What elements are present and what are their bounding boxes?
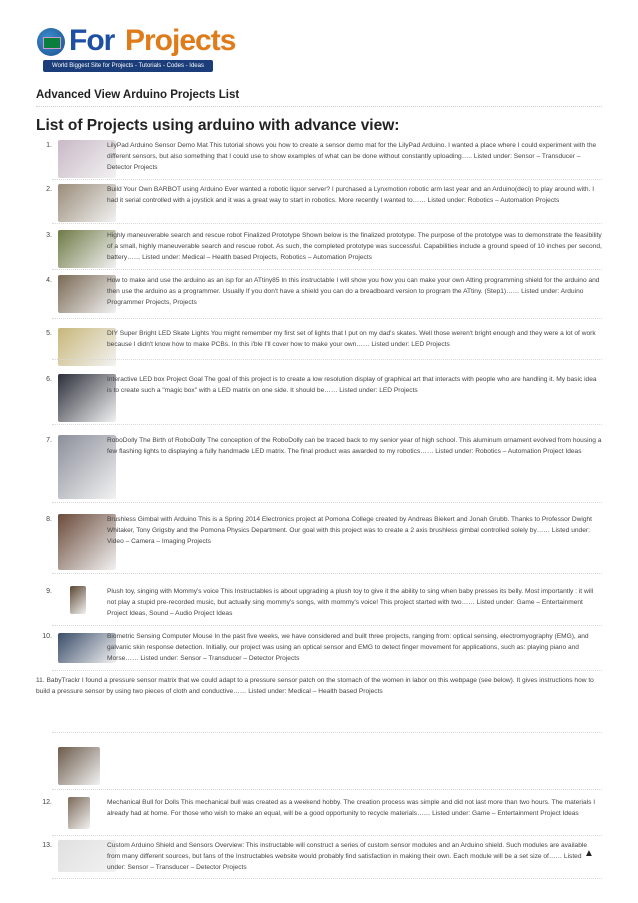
site-logo[interactable] [33, 22, 236, 72]
item-text[interactable]: Highly maneuverable search and rescue robot Finalized Prototype Shown below is the finalized prototype. The purpose of the prototype was to demonstrate the feasibility of a small, highly maneuverable search and rescue robot. As such, the completed prototype was successful. Capabilities include a ground speed of 10 inches per second, battery…… Listed under: Medical – Health based Projects, Robotics – Automation Projects [107, 232, 602, 261]
item-divider [52, 670, 602, 671]
item-text[interactable]: RoboDolly The Birth of RoboDolly The conception of the RoboDolly can be traced back to my senior year of high school. This aluminum ornament evolved from housing a few flashing lights to displaying a fully handmade LED matrix. The final product was awarded to my robotics…… Listed under: Robotics – Automation Project Ideas [107, 437, 602, 455]
project-thumbnail[interactable] [58, 747, 100, 785]
item-divider [52, 502, 602, 503]
item-number: 11. [36, 677, 45, 684]
divider [36, 106, 602, 107]
item-number: 9. [46, 588, 52, 595]
item-divider [52, 269, 602, 270]
item-divider [52, 732, 602, 733]
item-number: 12. [42, 799, 52, 806]
item-number: 10. [42, 633, 52, 640]
item-text[interactable]: How to make and use the arduino as an isp for an ATtiny85 In this instructable I will show you how you can make your own Atting programming shield for the arduino and then use the arduino as a programmer. Usually If you don't have a shield you can do a breadboard version to program the ATtiny. (Step1)…… Listed under: Arduino Programmer Projects, Projects [107, 277, 600, 306]
item-number: 13. [42, 842, 52, 849]
item-text-body: BabyTrackr I found a pressure sensor matrix that we could adapt to a pressure sensor patch on the stomach of the women in labor on this webpage (see below). It gives instructions how to build a pressure sensor by using two pieces of cloth and conductive…… Listed under: Medical – Health based Projects [36, 677, 594, 695]
item-divider [52, 573, 602, 574]
item-divider [52, 424, 602, 425]
item-number: 8. [46, 516, 52, 523]
item-text[interactable]: Biometric Sensing Computer Mouse In the past five weeks, we have considered and built three projects, ranging from: optical sensing, electromyography (EMG), and galvanic skin response detection. Initially, our project was using an optical sensor and EMG to detect finger movement for applications, such as: playing piano and Morse…… Listed under: Sensor – Transducer – Detector Projects [107, 633, 589, 662]
item-divider [52, 223, 602, 224]
item-text[interactable]: Build Your Own BARBOT using Arduino Ever wanted a robotic liquor server? I purchased a Lynxmotion robotic arm last year and an Arduino(deci) to play around with. I had it serial controlled with a joystick and it was a great way to start in robotics. More recently I wanted to…… Listed under: Robotics – Automation Projects [107, 186, 595, 204]
item-number: 6. [46, 376, 52, 383]
item-divider [52, 789, 602, 790]
scroll-to-top-icon[interactable]: ▲ [584, 848, 594, 859]
arduino-board-icon [37, 28, 65, 56]
project-thumbnail[interactable] [70, 586, 86, 614]
item-number: 5. [46, 330, 52, 337]
item-divider [52, 878, 602, 879]
item-text[interactable]: DIY Super Bright LED Skate Lights You might remember my first set of lights that I put on my dad's skates. Well those weren't bright enough and they were a lot of work because I didn't know how to make PCBs. In this i'ble I'll cover how to make your own…… Listed under: LED Projects [107, 330, 596, 348]
item-number: 3. [46, 232, 52, 239]
item-number: 7. [46, 437, 52, 444]
page-title: Advanced View Arduino Projects List [36, 89, 240, 101]
item-text[interactable]: Custom Arduino Shield and Sensors Overview: This instructable will construct a series of custom sensor modules and an Arduino shield. Such modules are available from many different sources, but fans of the Instructables website would probably find satisfaction in making their own. Each module will be a set size of…… Listed under: Sensor – Transducer – Detector Projects [107, 842, 588, 871]
item-text[interactable]: Interactive LED box Project Goal The goal of this project is to create a low resolution display of graphical art that interacts with people who are handling it. My basic idea is to create such a "magic box" with a LED matrix on one side. It should be…… Listed under: LED Projects [107, 376, 597, 394]
item-number: 4. [46, 277, 52, 284]
item-divider [52, 835, 602, 836]
item-text[interactable]: LilyPad Arduino Sensor Demo Mat This tutorial shows you how to create a sensor demo mat for the LilyPad Arduino. I wanted a place where I could experiment with the different sensors, but also something that I could use to show examples of what can be done without constantly uploading….. Listed under: Sensor – Transducer – Detector Projects [107, 142, 597, 171]
item-text[interactable]: Plush toy, singing with Mommy's voice This Instructables is about upgrading a plush toy to give it the ability to sing when baby presses its belly. Most importantly : it will not play a stupid pre-recorded music, but actually sing mommy's songs, with mommy's voice! This project started with two…… Listed under: Game – Entertainment Project Ideas, Sound – Audio Project Ideas [107, 588, 594, 617]
item-text[interactable]: Mechanical Bull for Dolls This mechanical bull was created as a weekend hobby. The creation process was simple and did not last more than two hours. The materials I already had at home. For those who wish to make an equal, will be a good opportunity to recycle materials…… Listed under: Game – Entertainment Project Ideas [107, 799, 596, 817]
logo-word-projects: Projects [125, 24, 236, 57]
item-divider [52, 359, 602, 360]
project-thumbnail[interactable] [68, 797, 90, 829]
section-title: List of Projects using arduino with advance view: [36, 117, 400, 134]
item-divider [52, 318, 602, 319]
item-divider [52, 179, 602, 180]
item-number: 1. [46, 142, 52, 149]
item-text[interactable] [36, 675, 602, 697]
item-number: 2. [46, 186, 52, 193]
logo-word-for: For [69, 24, 115, 57]
logo-tagline: World Biggest Site for Projects - Tutorials - Codes - Ideas [43, 60, 213, 72]
item-divider [52, 625, 602, 626]
item-text[interactable]: Brushless Gimbal with Arduino This is a Spring 2014 Electronics project at Pomona College created by Andreas Biekert and Jonah Grubb. Thanks to Professor Dwight Whitaker, Tony Grigsby and the Pomona Physics Department. Our goal with this project was to create a 2 axis brushless gimbal controlled solely by…… Listed under: Video – Camera – Imaging Projects [107, 516, 593, 545]
